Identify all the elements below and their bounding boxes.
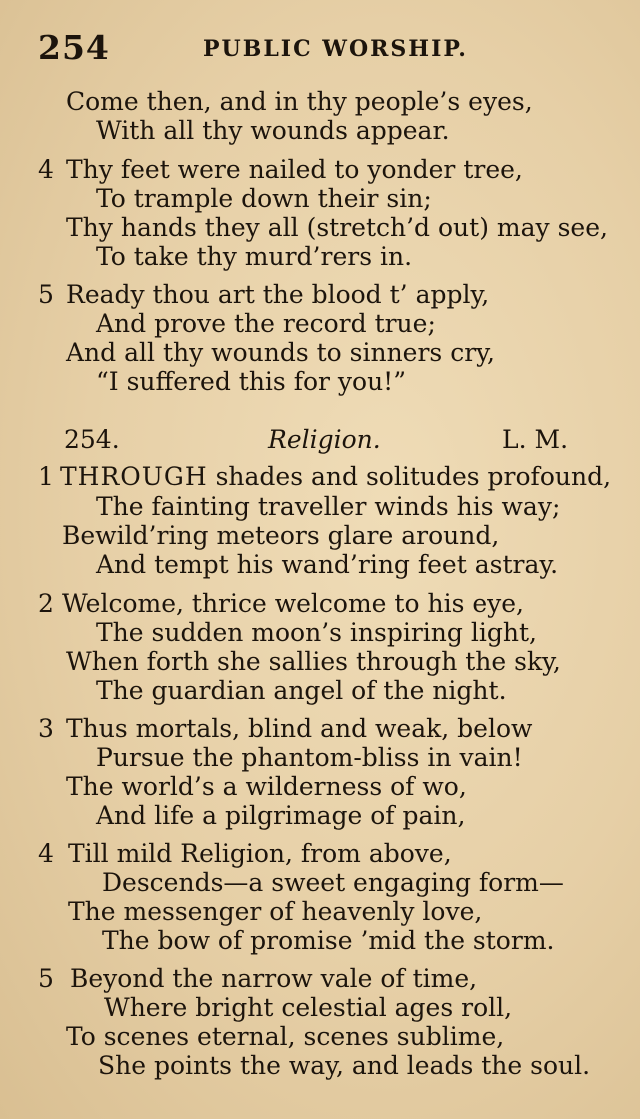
verse-number: 3 [38, 714, 54, 743]
hymn-heading [64, 425, 600, 457]
verse-line: To trample down their sin; [96, 184, 432, 213]
page-header [38, 28, 620, 68]
verse-line: Descends—a sweet engaging form— [102, 868, 564, 897]
verse-line: To take thy murd’rers in. [96, 242, 413, 271]
verse-line: Pursue the phantom-bliss in vain! [96, 743, 523, 772]
verse-line: Bewild’ring meteors glare around, [62, 521, 500, 550]
verse-line-rest: shades and solitudes profound, [215, 462, 612, 491]
verse-line: Till mild Religion, from above, [68, 839, 452, 868]
page-number: 254 [38, 28, 110, 67]
verse-line: The world’s a wilderness of wo, [66, 772, 467, 801]
verse-line: The messenger of heavenly love, [68, 897, 483, 926]
verse-line: The fainting traveller winds his way; [96, 492, 561, 521]
verse-number: 5 [38, 964, 54, 993]
running-head: PUBLIC WORSHIP. [203, 36, 468, 62]
verse-line: “I suffered this for you!” [96, 367, 407, 396]
verse-number: 2 [38, 589, 54, 618]
hymn-meter: L. M. [502, 425, 569, 454]
verse-line [60, 462, 611, 492]
verse-line: Where bright celestial ages roll, [104, 993, 513, 1022]
verse-line: Thy feet were nailed to yonder tree, [66, 155, 523, 184]
verse-number: 4 [38, 155, 54, 184]
verse-line: And all thy wounds to sinners cry, [66, 338, 495, 367]
verse-line: Thus mortals, blind and weak, below [66, 714, 533, 743]
verse-line: And tempt his wand’ring feet astray. [96, 550, 559, 579]
verse-line: Thy hands they all (stretch’d out) may see, [66, 213, 608, 242]
verse-number: 4 [38, 839, 54, 868]
verse-line: The bow of promise ’mid the storm. [102, 926, 555, 955]
first-word: THROUGH [60, 462, 208, 491]
verse-line: Ready thou art the blood t’ apply, [66, 280, 490, 309]
verse-line: The sudden moon’s inspiring light, [96, 618, 537, 647]
verse-line: When forth she sallies through the sky, [66, 647, 561, 676]
hymn-title: Religion. [268, 425, 381, 454]
verse-number: 5 [38, 280, 54, 309]
verse-line: Welcome, thrice welcome to his eye, [62, 589, 524, 618]
verse-line: With all thy wounds appear. [96, 116, 450, 145]
hymn-number: 254. [64, 425, 120, 454]
verse-line: Beyond the narrow vale of time, [70, 964, 478, 993]
verse-line: And prove the record true; [96, 309, 436, 338]
verse-line: And life a pilgrimage of pain, [96, 801, 466, 830]
verse-line: Come then, and in thy people’s eyes, [66, 87, 533, 116]
verse-line: To scenes eternal, scenes sublime, [66, 1022, 505, 1051]
verse-line: The guardian angel of the night. [96, 676, 507, 705]
verse-number: 1 [38, 462, 54, 491]
verse-line: She points the way, and leads the soul. [98, 1051, 591, 1080]
